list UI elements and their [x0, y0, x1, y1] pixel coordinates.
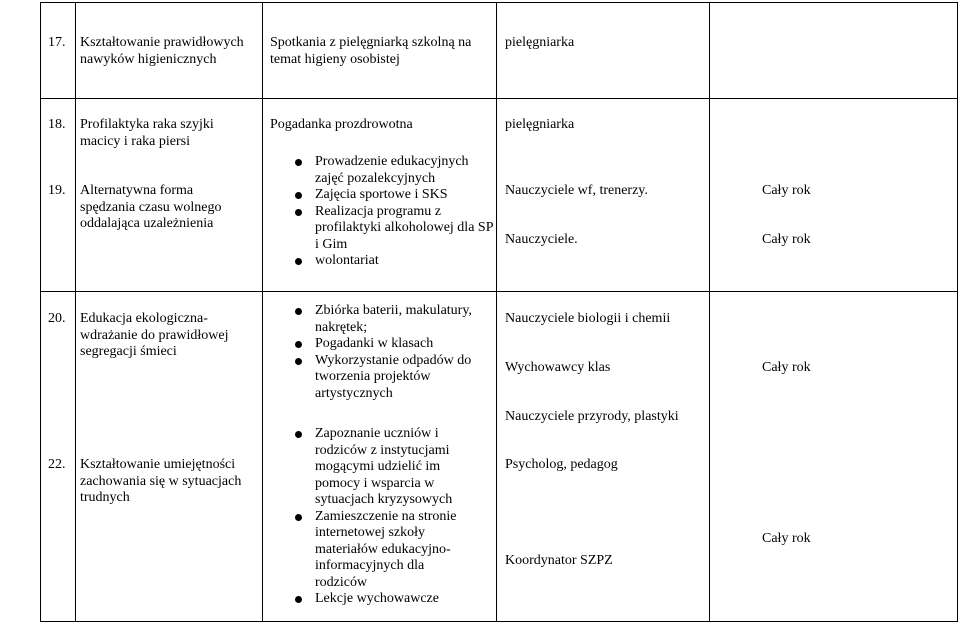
list-item: Realizacja programu z profilaktyki alkoholowej dla SP i Gim	[315, 203, 493, 252]
row-action: Spotkania z pielęgniarką szkolną na temat higieny osobistej	[270, 35, 472, 67]
column-divider	[75, 2, 76, 622]
row-period: Cały rok	[762, 232, 811, 247]
row-number: 22.	[48, 457, 66, 472]
list-item: Pogadanki w klasach	[315, 336, 500, 353]
row-responsible: pielęgniarka	[505, 35, 575, 50]
row-number: 18.	[48, 117, 66, 132]
list-item: Zbiórka baterii, makulatury, nakrętek;	[315, 303, 500, 336]
row-topic: Edukacja ekologiczna- wdrażanie do prawidłowej segregacji śmieci	[80, 311, 229, 359]
row-topic: Profilaktyka raka szyjki macicy i raka piersi	[80, 117, 214, 149]
table-border-bottom	[40, 621, 958, 622]
list-item: Zajęcia sportowe i SKS	[315, 187, 493, 204]
row-divider	[40, 98, 958, 99]
row-topic: Kształtowanie prawidłowych nawyków higienicznych	[80, 35, 244, 67]
row-divider	[40, 291, 958, 292]
row-number: 20.	[48, 311, 66, 326]
activity-list	[315, 154, 493, 270]
row-responsible: Nauczyciele biologii i chemii	[505, 311, 671, 326]
row-responsible: Nauczyciele.	[505, 232, 578, 247]
row-responsible: Koordynator SZPZ	[505, 553, 613, 568]
list-item: Wykorzystanie odpadów do tworzenia projektów artystycznych	[315, 353, 490, 403]
row-responsible: Nauczyciele przyrody, plastyki	[505, 409, 679, 424]
row-period: Cały rok	[762, 183, 811, 198]
activity-list	[315, 303, 500, 402]
table-border-top	[40, 2, 958, 3]
column-divider	[709, 2, 710, 622]
row-number: 19.	[48, 183, 66, 198]
row-responsible: Wychowawcy klas	[505, 360, 611, 375]
column-divider	[262, 2, 263, 622]
row-responsible: Psycholog, pedagog	[505, 457, 618, 472]
list-item: Zapoznanie uczniów i rodziców z instytucjami mogącymi udzielić im pomocy i wsparcia w sytuacjach kryzysowych	[315, 426, 470, 509]
row-action: Pogadanka prozdrowotna	[270, 117, 413, 132]
list-item: Lekcje wychowawcze	[315, 591, 487, 608]
row-responsible: pielęgniarka	[505, 117, 575, 132]
row-number: 17.	[48, 35, 66, 50]
activity-list	[315, 426, 487, 608]
list-item: Prowadzenie edukacyjnych zajęć pozalekcyjnych	[315, 154, 493, 187]
table-border-left	[40, 2, 41, 622]
table-border-right	[957, 2, 958, 622]
list-item: Zamieszczenie na stronie internetowej szkoły materiałów edukacyjno-informacyjnych dla rodziców	[315, 509, 477, 592]
list-item: wolontariat	[315, 253, 493, 270]
row-responsible: Nauczyciele wf, trenerzy.	[505, 183, 648, 198]
row-topic: Alternatywna forma spędzania czasu wolnego oddalająca uzależnienia	[80, 183, 222, 231]
row-period: Cały rok	[762, 531, 811, 546]
row-topic: Kształtowanie umiejętności zachowania się w sytuacjach trudnych	[80, 457, 242, 505]
row-period: Cały rok	[762, 360, 811, 375]
